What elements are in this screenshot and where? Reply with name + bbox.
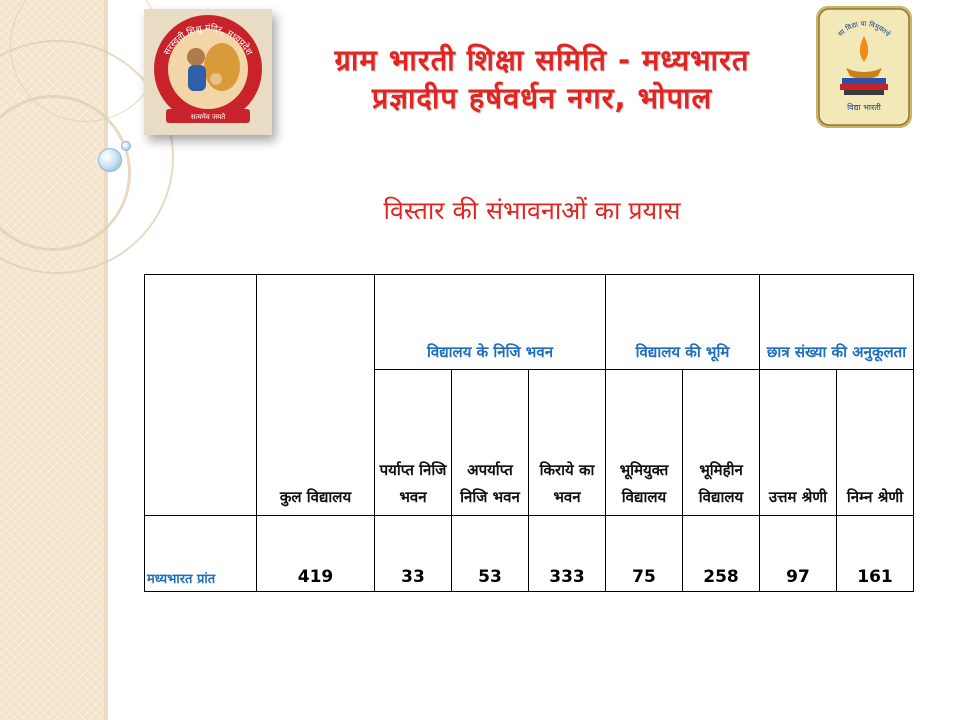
col-header-without-land: भूमिहीन विद्यालय [683, 370, 760, 516]
cell-total-schools: 419 [257, 516, 375, 592]
decorative-bubble [98, 148, 122, 172]
cell-without-land: 258 [683, 516, 760, 592]
cell-best-category: 97 [760, 516, 837, 592]
decorative-bubble [121, 141, 131, 151]
table-group-header-row [145, 275, 914, 370]
logo-ribbon-text: सत्यमेव जयते [190, 113, 226, 121]
group-header-own-building: विद्यालय के निजि भवन [375, 275, 606, 370]
row-label-region: मध्यभारत प्रांत [145, 516, 257, 592]
col-header-best-category: उत्तम श्रेणी [760, 370, 837, 516]
cell-rented-building: 333 [529, 516, 606, 592]
schools-table [144, 274, 914, 592]
logo-brand-text: विद्या भारती [847, 103, 881, 112]
slide-subtitle: विस्तार की संभावनाओं का प्रयास [383, 196, 681, 225]
vidya-bharati-logo [816, 6, 912, 128]
logo-motto-text: सा विद्या या विमुक्तये [836, 19, 892, 39]
col-header-rented-building: किराये का भवन [529, 370, 606, 516]
logo-ring-text: सरस्वती शिशु मंदिर, मध्यप्रदेश [162, 23, 254, 58]
saraswati-shishu-mandir-logo [144, 9, 272, 135]
group-header-student-count: छात्र संख्या की अनुकूलता [760, 275, 914, 370]
cell-insufficient-building: 53 [452, 516, 529, 592]
cell-sufficient-building: 33 [375, 516, 452, 592]
col-header-total-schools: कुल विद्यालय [257, 275, 375, 516]
col-header-low-category: निम्न श्रेणी [837, 370, 914, 516]
col-header-with-land: भूमियुक्त विद्यालय [606, 370, 683, 516]
col-header-insufficient-building: अपर्याप्त निजि भवन [452, 370, 529, 516]
cell-with-land: 75 [606, 516, 683, 592]
group-header-land: विद्यालय की भूमि [606, 275, 760, 370]
table-corner-cell [145, 275, 257, 516]
organization-title: ग्राम भारती शिक्षा समिति - मध्यभारत [334, 43, 750, 77]
col-header-sufficient-building: पर्याप्त निजि भवन [375, 370, 452, 516]
table-row [145, 516, 914, 592]
cell-low-category: 161 [837, 516, 914, 592]
organization-address: प्रज्ञादीप हर्षवर्धन नगर, भोपाल [371, 81, 713, 115]
